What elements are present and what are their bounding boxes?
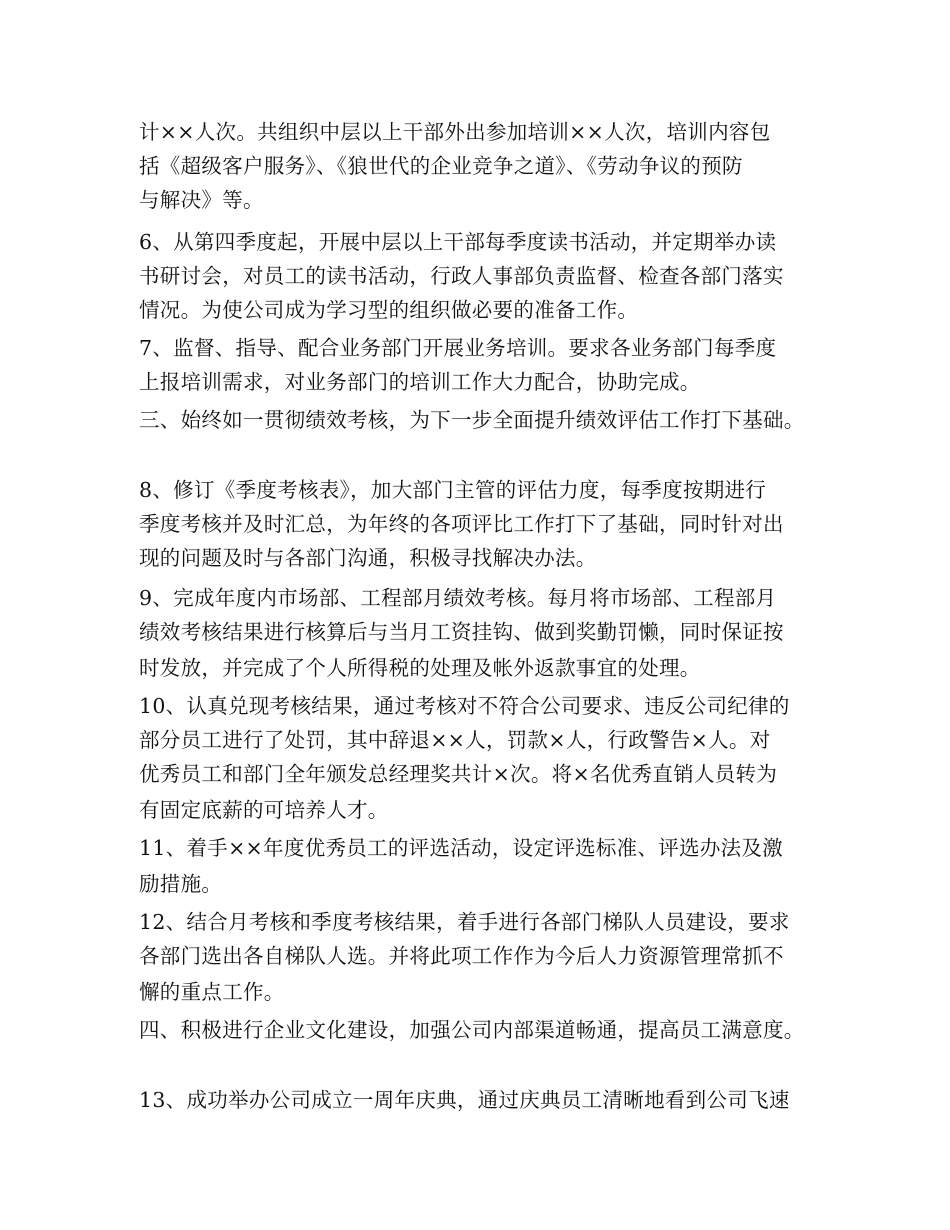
text-line: 现的问题及时与各部门沟通，积极寻找解决办法。 [139, 546, 597, 570]
text-line: 时发放，并完成了个人所得税的处理及帐外返款事宜的处理。 [139, 656, 701, 680]
text-line: 各部门选出各自梯队人选。并将此项工作作为今后人力资源管理常抓不 [139, 944, 784, 968]
section-heading: 四、积极进行企业文化建设，加强公司内部渠道畅通，提高员工满意度。 [139, 1018, 805, 1042]
text-line: 13、成功举办公司成立一周年庆典，通过庆典员工清晰地看到公司飞速 [139, 1088, 790, 1112]
text-line: 与解决》等。 [139, 188, 264, 212]
text-line: 9、完成年度内市场部、工程部月绩效考核。每月将市场部、工程部月 [139, 586, 777, 610]
section-heading: 三、始终如一贯彻绩效考核，为下一步全面提升绩效评估工作打下基础。 [139, 408, 805, 432]
text-line: 情况。为使公司成为学习型的组织做必要的准备工作。 [139, 298, 639, 322]
text-line: 11、着手××年度优秀员工的评选活动，设定评选标准、评选办法及激 [139, 836, 784, 860]
text-line: 括《超级客户服务》、《狼世代的企业竞争之道》、《劳动争议的预防 [139, 154, 743, 178]
text-line: 励措施。 [139, 872, 223, 896]
text-line: 书研讨会，对员工的读书活动，行政人事部负责监督、检查各部门落实 [139, 264, 784, 288]
text-line: 有固定底薪的可培养人才。 [139, 798, 389, 822]
text-line: 绩效考核结果进行核算后与当月工资挂钩、做到奖勤罚懒，同时保证按 [139, 620, 784, 644]
text-line: 12、结合月考核和季度考核结果，着手进行各部门梯队人员建设，要求 [139, 910, 790, 934]
text-line: 7、监督、指导、配合业务部门开展业务培训。要求各业务部门每季度 [139, 336, 777, 360]
text-line: 6、从第四季度起，开展中层以上干部每季度读书活动，并定期举办读 [139, 230, 777, 254]
text-line: 懈的重点工作。 [139, 980, 285, 1004]
text-line: 10、认真兑现考核结果，通过考核对不符合公司要求、违反公司纪律的 [139, 694, 790, 718]
text-line: 上报培训需求，对业务部门的培训工作大力配合，协助完成。 [139, 370, 701, 394]
text-line: 优秀员工和部门全年颁发总经理奖共计×次。将×名优秀直销人员转为 [139, 762, 778, 786]
text-line: 季度考核并及时汇总，为年终的各项评比工作打下了基础，同时针对出 [139, 512, 784, 536]
text-line: 部分员工进行了处罚，其中辞退××人，罚款×人，行政警告×人。对 [139, 728, 771, 752]
text-line: 8、修订《季度考核表》，加大部门主管的评估力度，每季度按期进行 [139, 478, 767, 502]
text-line: 计××人次。共组织中层以上干部外出参加培训××人次，培训内容包 [139, 120, 771, 144]
